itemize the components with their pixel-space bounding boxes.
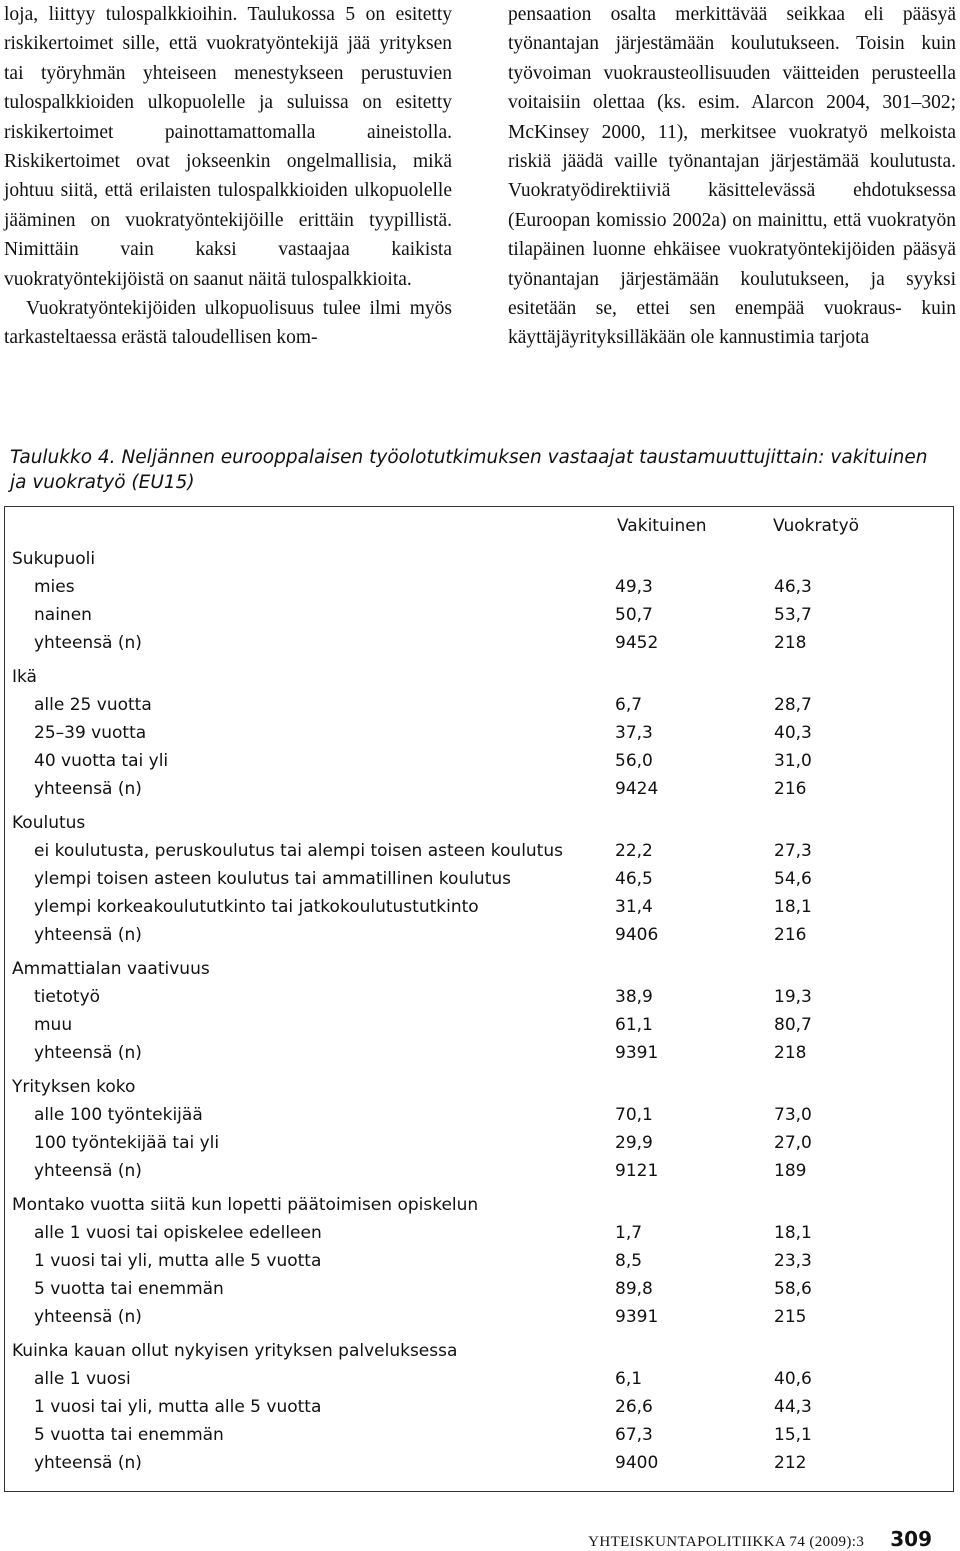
table-row (12, 601, 942, 629)
value-vakituinen: 37,3 (615, 723, 653, 743)
row-label: alle 100 työntekijää (34, 1105, 203, 1125)
value-vuokratyo: 189 (774, 1161, 807, 1181)
table-group-heading (12, 809, 942, 837)
paragraph: loja, liittyy tulospalkkioihin. Taulukossa 5 on esitetty riskikertoimet sille, että vuokratyöntekijä jää yrityksen tai työryhmän yhteiseen menestykseen perustuvien tulospalkkioiden ulkopuolelle ja suluissa on esitetty riskikertoimet painottamattomalla aineistolla. Riskikertoimet ovat jokseenkin ongelmallisia, mikä johtuu siitä, että erilaisten tulospalkkioiden ulkopuolelle jääminen on vuokratyöntekijöille erittäin tyypillistä. Nimittäin vain kaksi vastaajaa kaikista vuokratyöntekijöistä on saanut näitä tulospalkkioita. (4, 4, 452, 290)
value-vuokratyo: 212 (774, 1453, 807, 1473)
value-vakituinen: 56,0 (615, 751, 653, 771)
table-group-heading (12, 1337, 942, 1365)
table-group-heading (12, 1191, 942, 1219)
value-vuokratyo: 73,0 (774, 1105, 812, 1125)
value-vakituinen: 70,1 (615, 1105, 653, 1125)
value-vuokratyo: 44,3 (774, 1397, 812, 1417)
value-vakituinen: 29,9 (615, 1133, 653, 1153)
table-row (12, 1101, 942, 1129)
table-caption (10, 445, 940, 495)
row-label: alle 1 vuosi tai opiskelee edelleen (34, 1223, 322, 1243)
group-title: Koulutus (12, 813, 86, 833)
value-vuokratyo: 15,1 (774, 1425, 812, 1445)
table-row (12, 893, 942, 921)
column-header-vakituinen: Vakituinen (617, 516, 707, 536)
value-vuokratyo: 53,7 (774, 605, 812, 625)
value-vuokratyo: 216 (774, 925, 807, 945)
table-row (12, 921, 942, 949)
table-row (12, 865, 942, 893)
journal-name: YHTEISKUNTAPOLITIIKKA 74 (2009):3 (588, 1534, 865, 1550)
row-label: yhteensä (n) (34, 1307, 142, 1327)
row-label: yhteensä (n) (34, 1453, 142, 1473)
row-label: yhteensä (n) (34, 925, 142, 945)
value-vuokratyo: 218 (774, 633, 807, 653)
value-vuokratyo: 46,3 (774, 577, 812, 597)
table-row (12, 573, 942, 601)
body-text-right-column (508, 0, 956, 353)
group-title: Sukupuoli (12, 549, 96, 569)
value-vuokratyo: 28,7 (774, 695, 812, 715)
value-vakituinen: 26,6 (615, 1397, 653, 1417)
body-text-left-column (4, 0, 452, 353)
group-title: Kuinka kauan ollut nykyisen yrityksen palveluksessa (12, 1341, 458, 1361)
table-row (12, 1011, 942, 1039)
row-label: ylempi korkeakoulututkinto tai jatkokoulutustutkinto (34, 897, 479, 917)
value-vakituinen: 31,4 (615, 897, 653, 917)
value-vakituinen: 1,7 (615, 1223, 643, 1243)
table-row (12, 1157, 942, 1185)
value-vuokratyo: 18,1 (774, 1223, 812, 1243)
value-vakituinen: 50,7 (615, 605, 653, 625)
value-vakituinen: 6,1 (615, 1369, 643, 1389)
table-row (12, 1039, 942, 1067)
value-vuokratyo: 23,3 (774, 1251, 812, 1271)
row-label: yhteensä (n) (34, 1161, 142, 1181)
group-title: Ammattialan vaativuus (12, 959, 210, 979)
row-label: 40 vuotta tai yli (34, 751, 169, 771)
table-row (12, 1129, 942, 1157)
table-group-heading (12, 955, 942, 983)
value-vakituinen: 9400 (615, 1453, 659, 1473)
page-number: 309 (890, 1527, 932, 1551)
table-header-row (12, 513, 942, 539)
row-label: 1 vuosi tai yli, mutta alle 5 vuotta (34, 1251, 322, 1271)
table-row (12, 1303, 942, 1331)
row-label: alle 1 vuosi (34, 1369, 131, 1389)
group-title: Montako vuotta siitä kun lopetti päätoimisen opiskelun (12, 1195, 479, 1215)
table-caption-text: Neljännen eurooppalaisen työolotutkimuksen vastaajat taustamuuttujittain: vakituinen ja vuokratyö (EU15) (10, 447, 928, 493)
table-body (12, 545, 942, 1477)
table-row (12, 1365, 942, 1393)
table-row (12, 691, 942, 719)
row-label: 100 työntekijää tai yli (34, 1133, 220, 1153)
row-label: nainen (34, 605, 92, 625)
table-row (12, 719, 942, 747)
table-row (12, 1393, 942, 1421)
value-vakituinen: 9391 (615, 1307, 659, 1327)
row-label: muu (34, 1015, 73, 1035)
value-vuokratyo: 80,7 (774, 1015, 812, 1035)
data-table (12, 513, 942, 1477)
table-group-heading (12, 1073, 942, 1101)
row-label: yhteensä (n) (34, 779, 142, 799)
value-vakituinen: 8,5 (615, 1251, 643, 1271)
row-label: 25–39 vuotta (34, 723, 147, 743)
paragraph: pensaation osalta merkittävää seikkaa eli pääsyä työnantajan järjestämään koulutukseen. Toisin kuin työvoiman vuokrausteollisuuden väitteiden perusteella voitaisiin olettaa (ks. esim. Alarcon 2004, 301–302; McKinsey 2000, 11), merkitsee vuokratyö melkoista riskiä jäädä vaille työnantajan järjestämää koulutusta. Vuokratyödirektiiviä käsittelevässä ehdotuksessa (Euroopan komissio 2002a) on mainittu, että vuokratyön tilapäinen luonne ehkäisee vuokratyöntekijöiden pääsyä työnantajan järjestämään koulutukseen, ja syyksi esitetään se, ettei sen enempää vuokraus- kuin käyttäjäyrityksilläkään ole kannustimia tarjota (508, 4, 956, 349)
row-label: tietotyö (34, 987, 101, 1007)
group-title: Ikä (12, 667, 37, 687)
value-vakituinen: 6,7 (615, 695, 643, 715)
column-header-vuokratyo: Vuokratyö (773, 516, 860, 536)
page-footer (588, 1527, 932, 1551)
table-caption-label: Taulukko 4. (10, 447, 116, 468)
value-vuokratyo: 18,1 (774, 897, 812, 917)
row-label: 5 vuotta tai enemmän (34, 1279, 224, 1299)
table-row (12, 747, 942, 775)
value-vuokratyo: 218 (774, 1043, 807, 1063)
value-vuokratyo: 58,6 (774, 1279, 812, 1299)
value-vuokratyo: 19,3 (774, 987, 812, 1007)
value-vakituinen: 61,1 (615, 1015, 653, 1035)
row-label: 1 vuosi tai yli, mutta alle 5 vuotta (34, 1397, 322, 1417)
value-vakituinen: 67,3 (615, 1425, 653, 1445)
row-label: ylempi toisen asteen koulutus tai ammatillinen koulutus (34, 869, 511, 889)
value-vakituinen: 9391 (615, 1043, 659, 1063)
paragraph: Vuokratyöntekijöiden ulkopuolisuus tulee ilmi myös tarkasteltaessa erästä taloudellisen kom- (4, 298, 452, 349)
table-group-heading (12, 663, 942, 691)
value-vakituinen: 49,3 (615, 577, 653, 597)
value-vuokratyo: 31,0 (774, 751, 812, 771)
value-vuokratyo: 27,0 (774, 1133, 812, 1153)
value-vakituinen: 46,5 (615, 869, 653, 889)
table-row (12, 1275, 942, 1303)
value-vakituinen: 9424 (615, 779, 659, 799)
row-label: 5 vuotta tai enemmän (34, 1425, 224, 1445)
value-vuokratyo: 27,3 (774, 841, 812, 861)
group-title: Yrityksen koko (12, 1077, 136, 1097)
table-row (12, 983, 942, 1011)
table-row (12, 1219, 942, 1247)
table-row (12, 837, 942, 865)
row-label: alle 25 vuotta (34, 695, 152, 715)
value-vuokratyo: 40,6 (774, 1369, 812, 1389)
table-row (12, 629, 942, 657)
value-vakituinen: 9452 (615, 633, 659, 653)
value-vakituinen: 22,2 (615, 841, 653, 861)
table-row (12, 775, 942, 803)
row-label: mies (34, 577, 75, 597)
row-label: yhteensä (n) (34, 633, 142, 653)
table-row (12, 1247, 942, 1275)
table-row (12, 1449, 942, 1477)
table-group-heading (12, 545, 942, 573)
value-vuokratyo: 215 (774, 1307, 807, 1327)
value-vuokratyo: 40,3 (774, 723, 812, 743)
value-vakituinen: 9406 (615, 925, 659, 945)
value-vuokratyo: 216 (774, 779, 807, 799)
value-vakituinen: 89,8 (615, 1279, 653, 1299)
value-vakituinen: 9121 (615, 1161, 659, 1181)
row-label: ei koulutusta, peruskoulutus tai alempi toisen asteen koulutus (34, 841, 563, 861)
value-vakituinen: 38,9 (615, 987, 653, 1007)
value-vuokratyo: 54,6 (774, 869, 812, 889)
row-label: yhteensä (n) (34, 1043, 142, 1063)
table-row (12, 1421, 942, 1449)
